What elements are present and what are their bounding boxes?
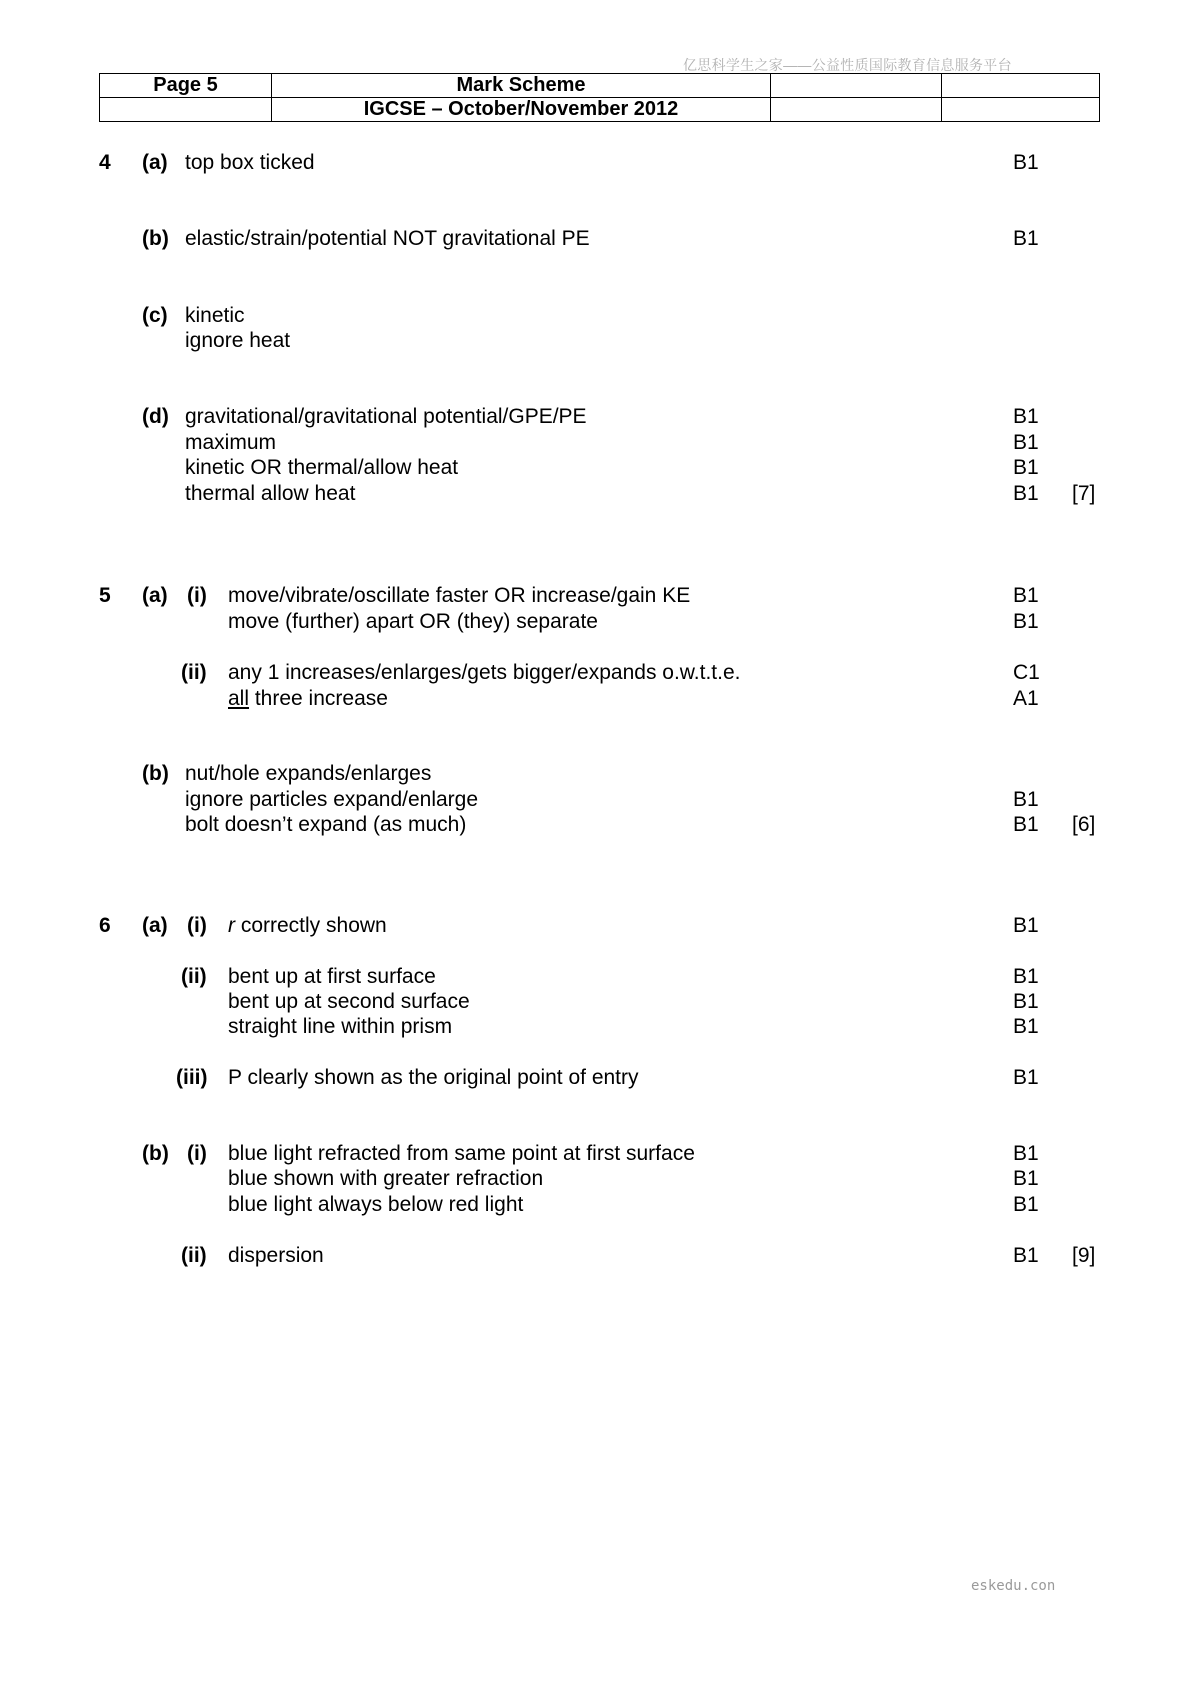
answer-text-rest: three increase: [249, 687, 388, 710]
part-label: (c): [142, 304, 168, 327]
header-cell-empty: [771, 98, 942, 122]
subpart-label: (ii): [181, 1244, 207, 1267]
question-number: 4: [99, 151, 111, 174]
part-label: (b): [142, 762, 169, 785]
answer-text: P clearly shown as the original point of entry: [228, 1066, 639, 1089]
total-mark: [9]: [1072, 1244, 1096, 1267]
answer-text: top box ticked: [185, 151, 315, 174]
subpart-label: (ii): [181, 965, 207, 988]
answer-text: blue light always below red light: [228, 1193, 524, 1216]
answer-text: maximum: [185, 431, 277, 454]
subpart-label: (i): [187, 914, 207, 937]
header-cell-empty: [771, 74, 942, 98]
underlined-word: all: [228, 687, 250, 710]
mark: B1: [1013, 1193, 1039, 1216]
answer-text-rest: correctly shown: [235, 914, 387, 937]
answer-text: gravitational/gravitational potential/GPE/PE: [185, 405, 587, 428]
answer-text: blue light refracted from same point at first surface: [228, 1142, 695, 1165]
header-table: [99, 73, 1100, 122]
mark: B1: [1013, 1066, 1039, 1089]
document-title: Mark Scheme: [272, 74, 771, 98]
answer-text: [228, 686, 388, 711]
answer-text: ignore heat: [185, 329, 291, 352]
subpart-label: (i): [187, 1142, 207, 1165]
answer-text: bolt doesn’t expand (as much): [185, 813, 467, 836]
answer-text: elastic/strain/potential NOT gravitational PE: [185, 227, 590, 250]
mark: B1: [1013, 1142, 1039, 1165]
answer-text: bent up at second surface: [228, 990, 470, 1013]
subpart-label: (i): [187, 584, 207, 607]
answer-text: ignore particles expand/enlarge: [185, 788, 479, 811]
mark: B1: [1013, 610, 1039, 633]
mark: C1: [1013, 661, 1040, 684]
total-mark: [6]: [1072, 813, 1096, 836]
answer-text: blue shown with greater refraction: [228, 1167, 544, 1190]
mark: B1: [1013, 584, 1039, 607]
mark: B1: [1013, 1167, 1039, 1190]
answer-text: thermal allow heat: [185, 482, 356, 505]
part-label: (b): [142, 227, 169, 250]
answer-text: kinetic OR thermal/allow heat: [185, 456, 459, 479]
page-number: Page 5: [100, 74, 272, 98]
mark: B1: [1013, 1015, 1039, 1038]
part-label: (d): [142, 405, 169, 428]
mark: B1: [1013, 990, 1039, 1013]
mark: B1: [1013, 151, 1039, 174]
italic-symbol: r: [228, 914, 235, 937]
header-row: [100, 74, 1100, 98]
answer-text: bent up at first surface: [228, 965, 436, 988]
mark: B1: [1013, 456, 1039, 479]
watermark: 亿思科学生之家——公益性质国际教育信息服务平台: [683, 57, 1012, 73]
answer-text: [228, 913, 387, 938]
mark: B1: [1013, 482, 1039, 505]
part-label: (a): [142, 584, 168, 607]
part-label: (a): [142, 151, 168, 174]
answer-text: straight line within prism: [228, 1015, 453, 1038]
answer-text: move/vibrate/oscillate faster OR increase/gain KE: [228, 584, 691, 607]
header-cell-empty: [942, 74, 1100, 98]
answer-text: move (further) apart OR (they) separate: [228, 610, 598, 633]
header-cell-empty: [100, 98, 272, 122]
subpart-label: (iii): [176, 1066, 208, 1089]
mark: B1: [1013, 405, 1039, 428]
mark: B1: [1013, 813, 1039, 836]
mark: B1: [1013, 431, 1039, 454]
total-mark: [7]: [1072, 482, 1096, 505]
syllabus-session: IGCSE – October/November 2012: [272, 98, 771, 122]
mark: B1: [1013, 1244, 1039, 1267]
subpart-label: (ii): [181, 661, 207, 684]
answer-text: any 1 increases/enlarges/gets bigger/expands o.w.t.t.e.: [228, 661, 741, 684]
mark: B1: [1013, 965, 1039, 988]
answer-text: dispersion: [228, 1244, 324, 1267]
mark: B1: [1013, 788, 1039, 811]
question-number: 5: [99, 584, 111, 607]
mark: B1: [1013, 227, 1039, 250]
header-row: [100, 98, 1100, 122]
part-label: (a): [142, 914, 168, 937]
answer-text: kinetic: [185, 304, 245, 327]
part-label: (b): [142, 1142, 169, 1165]
question-number: 6: [99, 914, 111, 937]
footer-url: eskedu.con: [971, 1578, 1056, 1594]
header-cell-empty: [942, 98, 1100, 122]
mark: A1: [1013, 687, 1039, 710]
answer-text: nut/hole expands/enlarges: [185, 762, 432, 785]
mark: B1: [1013, 914, 1039, 937]
